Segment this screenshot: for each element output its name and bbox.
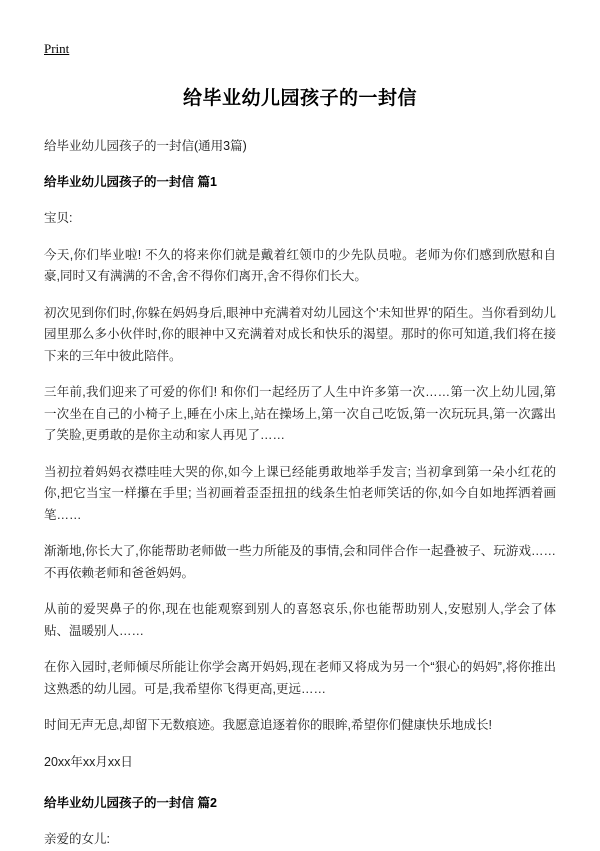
paragraph: 当初拉着妈妈衣襟哇哇大哭的你,如今上课已经能勇敢地举手发言; 当初拿到第一朵小红花的你,把它当宝一样攥在手里; 当初画着歪歪扭扭的线条生怕老师笑话的你,如今自如地挥洒着画笔…… xyxy=(44,464,556,522)
document-intro: 给毕业幼儿园孩子的一封信(通用3篇) xyxy=(44,138,247,153)
section-heading-2: 给毕业幼儿园孩子的一封信 篇2 xyxy=(44,796,217,811)
section-salutation-2: 亲爱的女儿: xyxy=(44,832,110,847)
section-signature-1: 20xx年xx月xx日 xyxy=(44,754,133,769)
paragraph: 渐渐地,你长大了,你能帮助老师做一些力所能及的事情,会和同伴合作一起叠被子、玩游戏……不再依赖老师和爸爸妈妈。 xyxy=(44,544,556,580)
paragraph: 三年前,我们迎来了可爱的你们! 和你们一起经历了人生中许多第一次……第一次上幼儿园,第一次坐在自己的小椅子上,睡在小床上,站在操场上,第一次自己吃饭,第一次玩玩具,第一次露出了笑脸,更勇敢的是你主动和家人再见了…… xyxy=(44,385,556,443)
paragraph: 时间无声无息,却留下无数痕迹。我愿意追逐着你的眼眸,希望你们健康快乐地成长! xyxy=(44,718,492,733)
section-heading-1: 给毕业幼儿园孩子的一封信 篇1 xyxy=(44,175,217,190)
paragraph: 今天,你们毕业啦! 不久的将来你们就是戴着红领巾的少先队员啦。老师为你们感到欣慰和自豪,同时又有满满的不舍,舍不得你们离开,舍不得你们长大。 xyxy=(44,247,556,284)
paragraph: 初次见到你们时,你躲在妈妈身后,眼神中充满着对幼儿园这个'未知世界'的陌生。当你看到幼儿园里那么多小伙伴时,你的眼神中又充满着对成长和快乐的渴望。那时的你可知道,我们将在接下来的三年中彼此陪伴。 xyxy=(44,305,556,363)
print-button[interactable]: Print xyxy=(44,41,70,56)
paragraph: 从前的爱哭鼻子的你,现在也能观察到别人的喜怒哀乐,你也能帮助别人,安慰别人,学会了体贴、温暖别人…… xyxy=(44,602,556,638)
paragraph: 在你入园时,老师倾尽所能让你学会离开妈妈,现在老师又将成为另一个“狠心的妈妈”,将你推出这熟悉的幼儿园。可是,我希望你飞得更高,更远…… xyxy=(44,660,556,696)
page-title: 给毕业幼儿园孩子的一封信 xyxy=(182,87,417,109)
section-salutation-1: 宝贝: xyxy=(44,211,73,226)
